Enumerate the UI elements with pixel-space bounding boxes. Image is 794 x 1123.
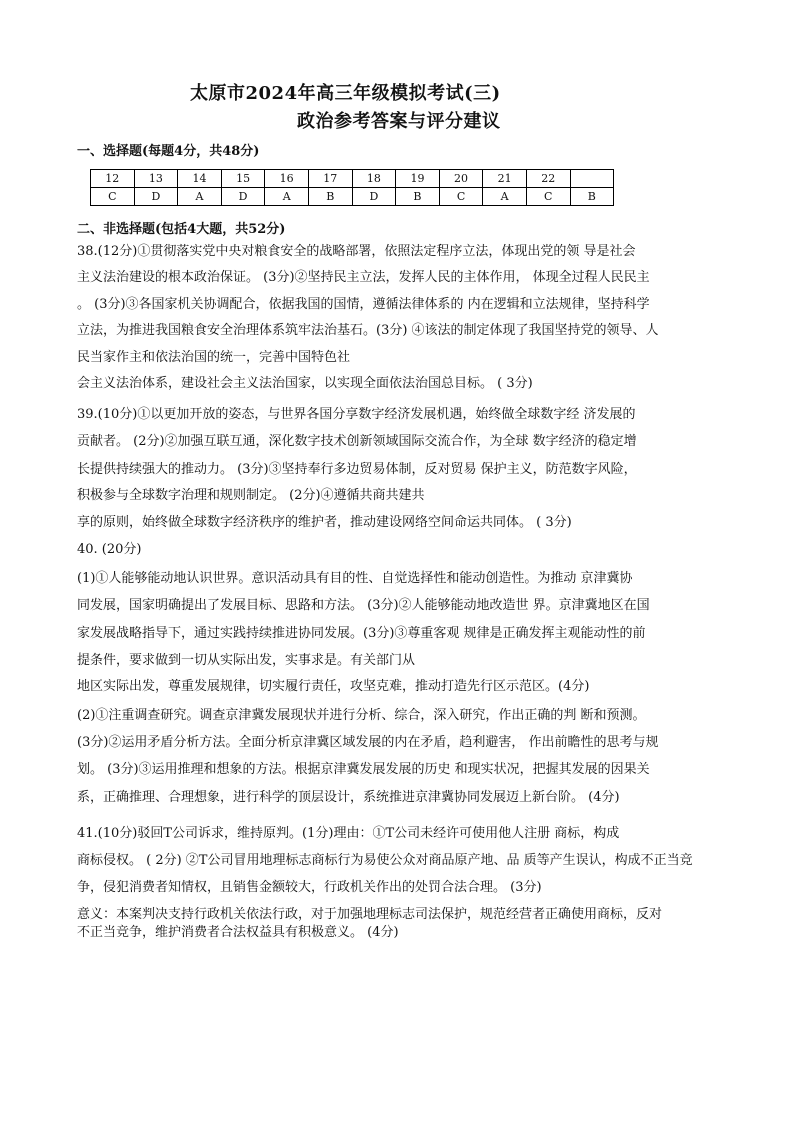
answer-text-line: (1)①人能够能动地认识世界。意识活动具有目的性、自觉选择性和能动创造性。为推动 京津冀协 (77, 571, 633, 586)
answer-text-line: 争，侵犯消费者知情权，且销售金额较大，行政机关作出的处罚合法合理。 (3分) (77, 880, 542, 895)
question-number-cell: 21 (483, 170, 527, 188)
answer-cell: A (483, 188, 527, 206)
answer-text-line: 不正当竞争，维护消费者合法权益具有积极意义。 (4分) (77, 925, 399, 940)
question-number-cell: 17 (308, 170, 352, 188)
answer-cell: C (91, 188, 135, 206)
answer-text-line: 41.(10分)驳回T公司诉求，维持原判。(1分)理由：①T公司未经许可使用他人注册 商标，构成 (77, 826, 620, 841)
question-number-cell: 15 (221, 170, 265, 188)
answer-cell: C (526, 188, 570, 206)
page-subtitle: 政治参考答案与评分建议 (297, 111, 501, 132)
answer-text-line: 积极参与全球数字治理和规则制定。 (2分)④遵循共商共建共 (77, 488, 425, 503)
answer-text-line: (2)①注重调查研究。调查京津冀发展现状并进行分析、综合，深入研究，作出正确的判 断和预测。 (77, 708, 646, 723)
section-heading-choice: 一、选择题(每题4分，共48分) (77, 144, 260, 159)
question-number-cell: 20 (439, 170, 483, 188)
answer-text-line: 商标侵权。 ( 2分) ②T公司冒用地理标志商标行为易使公众对商品原产地、品 质等产生误认，构成不正当竞 (77, 853, 693, 868)
answer-table (90, 169, 614, 206)
answer-text-line: 意义：本案判决支持行政机关依法行政，对于加强地理标志司法保护，规范经营者正确使用商标，反对 (77, 907, 663, 922)
answer-text-line: 贡献者。 (2分)②加强互联互通，深化数字技术创新领域国际交流合作，为全球 数字经济的稳定增 (77, 434, 637, 449)
question-number-cell: 14 (178, 170, 222, 188)
answer-cell: D (134, 188, 178, 206)
answer-cell: D (221, 188, 265, 206)
question-number-cell: 19 (396, 170, 440, 188)
section-heading-nonchoice: 二、非选择题(包括4大题，共52分) (77, 222, 286, 237)
answer-text-line: 划。 (3分)③运用推理和想象的方法。根据京津冀发展发展的历史 和现实状况，把握其发展的因果关 (77, 762, 650, 777)
question-number-cell: 22 (526, 170, 570, 188)
answer-cell: D (352, 188, 396, 206)
answer-text-line: 立法，为推进我国粮食安全治理体系筑牢法治基石。(3分) ④该法的制定体现了我国坚持党的领导、人 (77, 323, 659, 338)
answer-cell: B (570, 188, 614, 206)
page-title: 太原市2024年高三年级模拟考试(三) (190, 83, 501, 104)
answer-text-line: 提条件，要求做到一切从实际出发，实事求是。有关部门从 (77, 653, 416, 668)
answer-text-line: 38.(12分)①贯彻落实党中央对粮食安全的战略部署，依照法定程序立法，体现出党的领 导是社会 (77, 244, 636, 259)
answer-cell: A (178, 188, 222, 206)
answer-text-line: 系，正确推理、合理想象，进行科学的顶层设计，系统推进京津冀协同发展迈上新台阶。 (4分) (77, 790, 620, 805)
answer-cell: B (308, 188, 352, 206)
answer-text-line: 家发展战略指导下，通过实践持续推进协同发展。(3分)③尊重客观 规律是正确发挥主观能动性的前 (77, 626, 646, 641)
answer-text-line: 同发展，国家明确提出了发展目标、思路和方法。 (3分)②人能够能动地改造世 界。京津冀地区在国 (77, 598, 650, 613)
answer-text-line: 。 (3分)③各国家机关协调配合，依据我国的国情，遵循法律体系的 内在逻辑和立法规律，坚持科学 (77, 297, 650, 312)
answer-text-line: 40. (20分) (77, 542, 142, 557)
answer-cell: C (439, 188, 483, 206)
answer-cell: A (265, 188, 309, 206)
answer-text-line: 享的原则，始终做全球数字经济秩序的维护者，推动建设网络空间命运共同体。 ( 3分) (77, 515, 572, 530)
answer-text-line: (3分)②运用矛盾分析方法。全面分析京津冀区域发展的内在矛盾，趋利避害， 作出前瞻性的思考与规 (77, 735, 659, 750)
answer-text-line: 会主义法治体系，建设社会主义法治国家，以实现全面依法治国总目标。 ( 3分) (77, 376, 533, 391)
answer-table-number-row (91, 170, 614, 188)
answer-table-answer-row (91, 188, 614, 206)
question-number-cell (570, 170, 614, 188)
answer-text-line: 主义法治建设的根本政治保证。 (3分)②坚持民主立法，发挥人民的主体作用， 体现全过程人民民主 (77, 270, 650, 285)
answer-text-line: 民当家作主和依法治国的统一，完善中国特色社 (77, 350, 351, 365)
answer-text-line: 长提供持续强大的推动力。 (3分)③坚持奉行多边贸易体制，反对贸易 保护主义，防范数字风险， (77, 462, 637, 477)
answer-cell: B (396, 188, 440, 206)
answer-text-line: 39.(10分)①以更加开放的姿态，与世界各国分享数字经济发展机遇，始终做全球数字经 济发展的 (77, 407, 636, 422)
question-number-cell: 16 (265, 170, 309, 188)
question-number-cell: 13 (134, 170, 178, 188)
answer-text-line: 地区实际出发，尊重发展规律，切实履行责任，攻坚克难，推动打造先行区示范区。(4分) (77, 679, 590, 694)
question-number-cell: 12 (91, 170, 135, 188)
question-number-cell: 18 (352, 170, 396, 188)
